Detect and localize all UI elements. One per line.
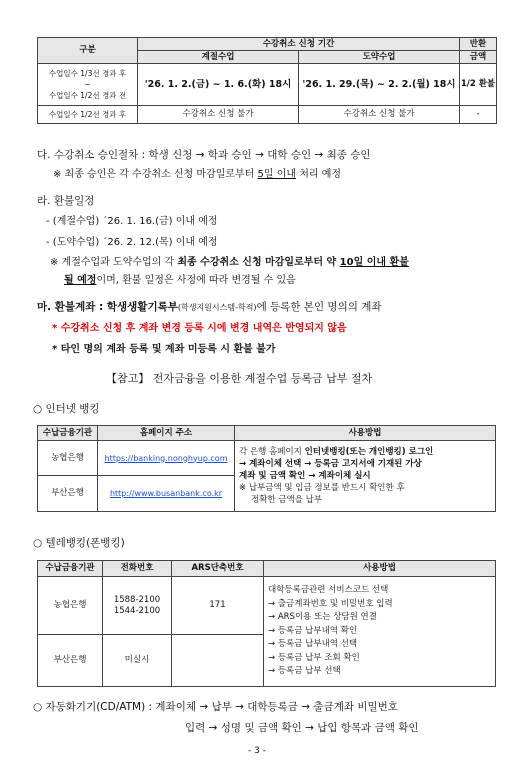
usage-line-1: [239, 446, 491, 458]
title-sub: (학생지원시스템-학적): [177, 303, 257, 312]
usage-line-4: ※ 납부금액 및 입금 정보를 반드시 확인한 후: [239, 483, 405, 493]
col-header-return-2: 금액: [460, 51, 497, 64]
col-header-inbound: 도약수업: [299, 51, 460, 64]
url-nonghyup-link[interactable]: https://banking.nonghyup.com: [104, 453, 228, 463]
note-text: ※ 최종 승인은 각 수강취소 신청 마감일로부터: [53, 169, 258, 180]
col-header-return-1: 반환: [460, 38, 497, 51]
warning-other-account: * 타인 명의 계좌 등록 및 계좌 미등록 시 환불 불가: [52, 344, 276, 355]
row2-return: -: [460, 106, 497, 124]
refund-schedule-note: [50, 255, 409, 270]
refund-schedule-inbound: - (도약수업) ´26. 2. 12.(목) 이내 예정: [46, 237, 218, 248]
note-text: 이며, 환불 일정은 사정에 따라 변경될 수 있음: [96, 275, 296, 286]
section-refund-schedule-title: 라. 환불일정: [37, 195, 95, 207]
col-header-ars: ARS단축번호: [172, 561, 264, 577]
row2-inbound: 수강취소 신청 불가: [299, 106, 460, 124]
usage-line-4: → 등록금 납부내역 확인: [268, 625, 358, 636]
bank-busan: 부산은행: [38, 635, 103, 687]
warning-account-change: * 수강취소 신청 후 계좌 변경 등록 시에 변경 내역은 반영되지 않음: [52, 323, 347, 334]
internet-banking-heading: ○ 인터넷 뱅킹: [33, 403, 100, 415]
phone-number-1: 1588-2100: [113, 594, 161, 605]
row1-inbound-period: '26. 1. 29.(목) ~ 2. 2.(월) 18시: [299, 64, 460, 106]
col-header-phone: 전화번호: [103, 561, 172, 577]
phone-busan: 미실시: [103, 635, 172, 687]
note-underlined: 5일 이내: [257, 169, 297, 180]
col-header-bank: 수납금융기관: [38, 426, 98, 441]
row1-category-a: 수업일수 1/3선 경과 후: [48, 69, 127, 78]
refund-schedule-seasonal: - (계절수업) ´26. 1. 16.(금) 이내 예정: [46, 216, 218, 227]
atm-line-1: ○ 자동화기기(CD/ATM) : 계좌이체 → 납부 → 대학등록금 → 출금계좌 비밀번호: [33, 701, 398, 713]
tele-banking-table: [37, 560, 496, 687]
internet-banking-table: [37, 425, 496, 512]
url-busan-link[interactable]: http://www.busanbank.co.kr: [109, 489, 223, 498]
tele-usage: [264, 577, 496, 687]
row1-seasonal-period: '26. 1. 2.(금) ~ 1. 6.(화) 18시: [138, 64, 299, 106]
row1-category-c: 수업일수 1/2선 경과 전: [48, 91, 127, 100]
col-header-usage: 사용방법: [235, 426, 496, 441]
section-approval-title: 다. 수강취소 승인절차 : 학생 신청 → 학과 승인 → 대학 승인 → 최종 승인: [37, 149, 371, 161]
usage-line-1: 대학등록금관련 서비스코드 선택: [268, 585, 389, 596]
phone-nonghyup: [103, 577, 172, 635]
internet-usage: [235, 441, 496, 512]
row1-return-amount: 1/2 환불: [460, 64, 497, 106]
usage-line-2: → 계좌이체 선택 → 등록금 고지서에 기재된 가상: [239, 459, 422, 469]
row2-seasonal: 수강취소 신청 불가: [138, 106, 299, 124]
atm-line-2: 입력 → 성명 및 금액 확인 → 납입 항목과 금액 확인: [185, 722, 419, 734]
col-header-usage: 사용방법: [264, 561, 496, 577]
col-header-seasonal: 계절수업: [138, 51, 299, 64]
page-number: - 3 -: [248, 746, 266, 756]
usage-line-2: → 출금계좌번호 및 비밀번호 입력: [268, 598, 393, 609]
usage-line-3: → ARS이용 또는 상담원 연결: [268, 612, 377, 623]
ars-busan: [172, 635, 264, 687]
tele-banking-heading: ○ 텔레뱅킹(폰뱅킹): [33, 537, 125, 549]
url-nonghyup[interactable]: [98, 441, 235, 476]
usage-bold: 인터넷뱅킹(또는 개인뱅킹) 로그인: [304, 447, 434, 457]
usage-text: 각 은행 홈페이지: [239, 447, 305, 457]
bank-nonghyup: 농협은행: [38, 441, 98, 476]
note-text-end: 처리 예정: [296, 169, 342, 180]
title-main: 마. 환불계좌 : 학생생활기록부: [37, 301, 178, 313]
usage-line-5: 정확한 금액을 납부: [251, 495, 323, 505]
row1-category-b: ~: [84, 80, 91, 89]
row1-category: [38, 64, 138, 106]
note-underlined: 될 예정: [64, 275, 97, 286]
title-end: 에 등록한 본인 명의의 계좌: [256, 301, 382, 313]
section-approval-note: [53, 167, 341, 182]
col-header-category: 구분: [38, 38, 138, 64]
col-header-bank: 수납금융기관: [38, 561, 103, 577]
usage-line-5: → 등록금 납부내역 선택: [268, 639, 358, 650]
refund-schedule-note-2: [64, 273, 296, 288]
col-header-period: 수강취소 신청 기간: [138, 38, 460, 51]
col-header-homepage: 홈페이지 주소: [98, 426, 235, 441]
row2-category: 수업일수 1/2선 경과 후: [38, 106, 138, 124]
reference-title: 【참고】 전자금융을 이용한 계절수업 등록금 납부 절차: [106, 372, 373, 385]
bank-nonghyup: 농협은행: [38, 577, 103, 635]
refund-table: [37, 37, 497, 124]
phone-number-2: 1544-2100: [113, 605, 161, 616]
note-text: ※ 계절수업과 도약수업의 각: [50, 257, 178, 268]
note-bold: 최종 수강취소 신청 마감일로부터 약: [177, 257, 340, 268]
ars-nonghyup: 171: [172, 577, 264, 635]
section-refund-account-title: [37, 300, 382, 315]
usage-line-7: → 등록금 납부 선택: [268, 666, 341, 677]
usage-line-3: 계좌 및 금액 확인 → 계좌이체 실시: [239, 471, 371, 481]
url-busan[interactable]: [98, 476, 235, 512]
note-underlined: 10일 이내 환불: [339, 257, 409, 268]
bank-busan: 부산은행: [38, 476, 98, 512]
usage-line-6: → 등록금 납부 조회 확인: [268, 652, 360, 663]
